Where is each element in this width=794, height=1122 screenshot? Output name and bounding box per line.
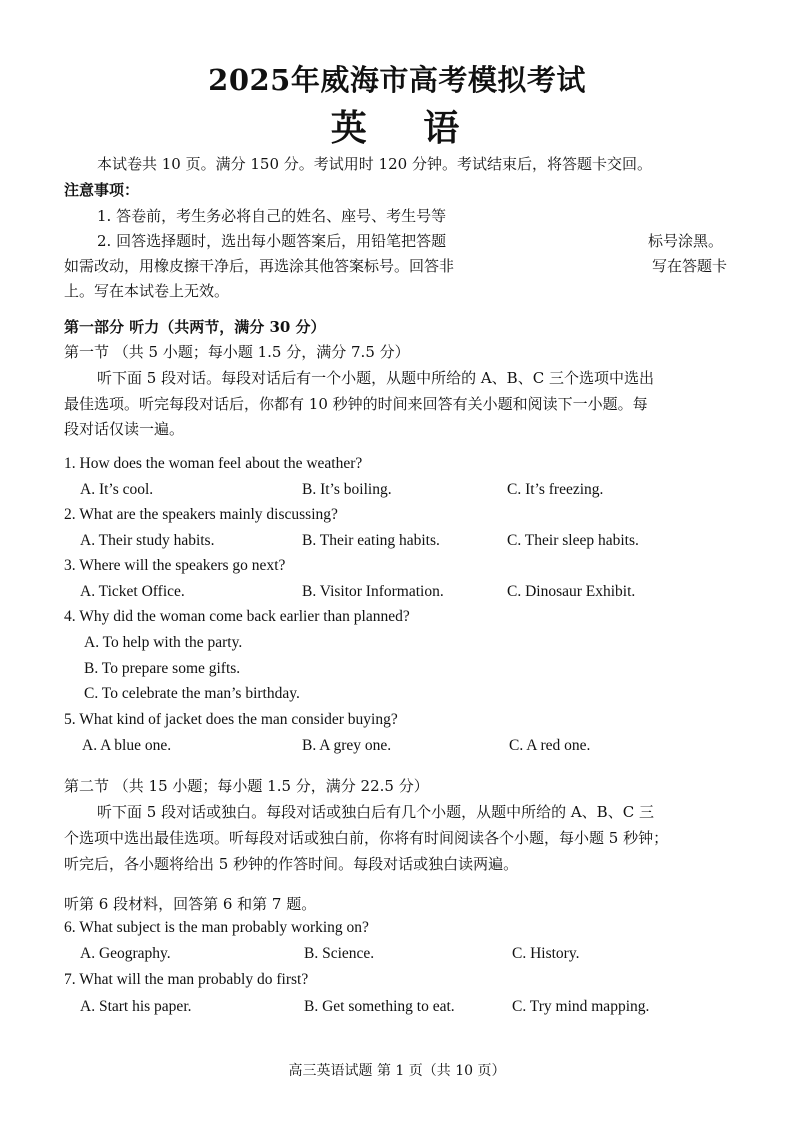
notice-line-3b: 写在答题卡 [652,257,728,275]
question-3-option-a: A. Ticket Office. [80,583,185,600]
section2-instructions-1: 听下面 5 段对话或独白。每段对话或独白后有几个小题，从题中所给的 A、B、C 三 [97,803,654,821]
question-5-option-a: A. A blue one. [82,737,172,754]
question-1-option-a: A. It’s cool. [80,481,154,498]
question-5-option-b: B. A grey one. [302,737,392,754]
question-2-option-a: A. Their study habits. [80,532,215,549]
material-6-instruction: 听第 6 段材料，回答第 6 和第 7 题。 [64,895,317,913]
question-4-option-b: B. To prepare some gifts. [84,660,241,677]
question-1-stem: 1. How does the woman feel about the weather? [64,455,363,472]
section2-instructions-3: 听完后，各小题将给出 5 秒钟的作答时间。每段对话或独白读两遍。 [64,855,519,873]
question-1-option-c: C. It’s freezing. [507,481,604,498]
page-footer: 高三英语试题 第 1 页（共 10 页） [288,1063,506,1079]
question-2-stem: 2. What are the speakers mainly discussing? [64,506,338,523]
question-2-option-c: C. Their sleep habits. [507,532,639,549]
question-5-option-c: C. A red one. [509,737,591,754]
question-6-option-b: B. Science. [304,945,375,962]
question-3-option-c: C. Dinosaur Exhibit. [507,583,636,600]
notice-line-4: 上。写在本试卷上无效。 [64,282,230,300]
question-7-option-b: B. Get something to eat. [304,998,455,1015]
section2-heading: 第二节 （共 15 小题；每小题 1.5 分，满分 22.5 分） [64,777,429,795]
notice-line-2b: 标号涂黑。 [648,232,724,250]
notice-heading: 注意事项： [64,181,140,199]
question-7-stem: 7. What will the man probably do first? [64,971,309,988]
part1-heading: 第一部分 听力（共两节，满分 30 分） [64,318,326,336]
question-2-option-b: B. Their eating habits. [302,532,440,549]
subject-title: 英 语 [330,107,482,149]
question-6-option-a: A. Geography. [80,945,171,962]
question-7-option-a: A. Start his paper. [80,998,192,1015]
question-7-option-c: C. Try mind mapping. [512,998,650,1015]
section1-instructions-3: 段对话仅读一遍。 [64,420,185,438]
section1-instructions-1: 听下面 5 段对话。每段对话后有一个小题，从题中所给的 A、B、C 三个选项中选出 [97,369,654,387]
question-3-option-b: B. Visitor Information. [302,583,444,600]
notice-line-2a: 2. 回答选择题时，选出每小题答案后，用铅笔把答题 [97,232,447,250]
question-6-stem: 6. What subject is the man probably working on? [64,919,369,936]
question-4-stem: 4. Why did the woman come back earlier than planned? [64,608,410,625]
question-4-option-a: A. To help with the party. [84,634,243,651]
question-4-option-c: C. To celebrate the man’s birthday. [84,685,300,702]
question-1-option-b: B. It’s boiling. [302,481,392,498]
section2-instructions-2: 个选项中选出最佳选项。听每段对话或独白前，你将有时间阅读各个小题，每小题 5 秒钟； [64,829,669,847]
section1-heading: 第一节 （共 5 小题；每小题 1.5 分，满分 7.5 分） [64,343,410,361]
exam-intro: 本试卷共 10 页。满分 150 分。考试用时 120 分钟。考试结束后，将答题卡交回。 [97,155,652,173]
question-3-stem: 3. Where will the speakers go next? [64,557,286,574]
section1-instructions-2: 最佳选项。听完每段对话后，你都有 10 秒钟的时间来回答有关小题和阅读下一小题。每 [64,395,648,413]
notice-line-3a: 如需改动，用橡皮擦干净后，再选涂其他答案标号。回答非 [64,257,455,275]
question-6-option-c: C. History. [512,945,580,962]
notice-line-1: 1. 答卷前，考生务必将自己的姓名、座号、考生号等 [97,207,447,225]
exam-title: 2025年威海市高考模拟考试 [208,63,586,97]
question-5-stem: 5. What kind of jacket does the man consider buying? [64,711,398,728]
